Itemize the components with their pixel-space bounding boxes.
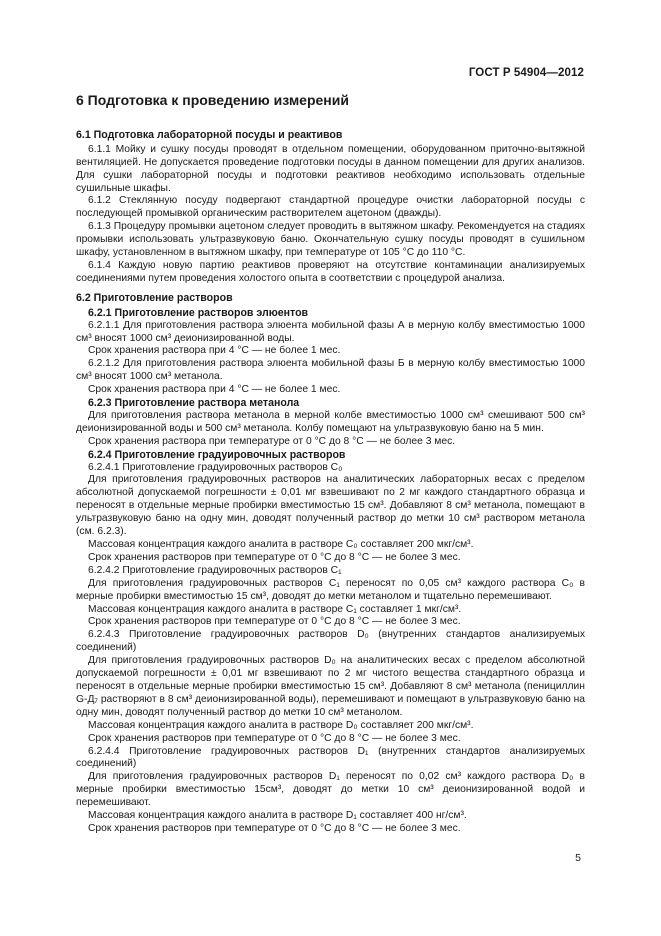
concentration-6-2-4-1: Массовая концентрация каждого аналита в растворе C₀ составляет 200 мкг/см³. [88,539,474,550]
paragraph-6-2-4-3-title: 6.2.4.3 Приготовление градуировочных растворов D₀ (внутренних стандартов анализируемых соединений) [76,629,585,654]
paragraph-6-2-1-1: 6.2.1.1 Для приготовления раствора элюента мобильной фазы А в мерную колбу вместимостью 1000 см³ вносят 1000 см³ деионизированной воды. [76,319,585,344]
paragraph-6-1-1: 6.1.1 Мойку и сушку посуды проводят в отдельном помещении, оборудованном приточно-вытяжной вентиляцией. Не допускается проведение подготовки посуды в данном помещении для других анализов. Для сушки лабораторной посуды и подготовки реактивов необходимо использовать отдельные сушильные шкафы. [76,143,585,194]
paragraph-6-2-1-2: 6.2.1.2 Для приготовления раствора элюента мобильной фазы Б в мерную колбу вместимостью 1000 см³ вносят 1000 см³ метанола. [76,358,585,383]
paragraph-6-2-4-1-title: 6.2.4.1 Приготовление градуировочных растворов C₀ [88,461,343,473]
paragraph-6-1-4: 6.1.4 Каждую новую партию реактивов проверяют на отсутствие контаминации анализируемых соединениями путем проведения холостого опыта в соответствии с процедурой анализа. [76,259,585,284]
paragraph-6-2-4-4-title: 6.2.4.4 Приготовление градуировочных растворов D₁ (внутренних стандартов анализируемых соединений) [76,745,585,770]
paragraph-6-2-4-1: Для приготовления градуировочных растворов на аналитических лабораторных весах с пределом абсолютной допускаемой погрешности ± 0,01 мг взвешивают по 2 мг каждого стандартного образца и переносят в отдельные мерные пробирки вместимостью 15 см³. Добавляют 8 см³ метанола, помещают в ультразвуковую баню на одну мин, доводят полученный раствор до метки 10 см³ раствором метанола (см. 6.2.3). [76,474,585,538]
paragraph-6-2-4-4: Для приготовления градуировочных растворов D₁ переносят по 0,02 см³ каждого раствора D₀ в мерные пробирки вместимостью 15см³, доводят до метки 10 см³ деионизированной водой и перемешивают. [76,771,585,809]
storage-6-2-4-4: Срок хранения растворов при температуре от 0 °C до 8 °C — не более 3 мес. [88,822,461,834]
page-number: 5 [575,852,581,864]
storage-6-2-1-1: Срок хранения раствора при 4 °C — не более 1 мес. [88,345,341,357]
subsection-6-2-1-title: 6.2.1 Приготовление растворов элюентов [88,306,309,319]
storage-6-2-1-2: Срок хранения раствора при 4 °C — не более 1 мес. [88,384,341,396]
subsection-6-2-title: 6.2 Приготовление растворов [76,291,233,304]
storage-6-2-3: Срок хранения раствора при температуре от 0 °C до 8 °C — не более 3 мес. [88,435,456,447]
paragraph-6-2-4-2: Для приготовления градуировочных растворов C₁ переносят по 0,05 см³ каждого раствора C₀ в мерные пробирки вместимостью 15 см³, доводят до метки метанолом и тщательно перемешивают. [76,577,585,602]
storage-6-2-4-1: Срок хранения растворов при температуре от 0 °C до 8 °C — не более 3 мес. [88,551,461,563]
paragraph-6-2-4-2-title: 6.2.4.2 Приготовление градуировочных растворов C₁ [88,564,342,576]
subsection-6-2-4-title: 6.2.4 Приготовление градуировочных растворов [88,448,346,461]
paragraph-6-1-2: 6.1.2 Стеклянную посуду подвергают стандартной процедуре очистки лабораторной посуды с последующей промывкой органическим растворителем ацетоном (дважды). [76,195,585,220]
subsection-6-2-3-title: 6.2.3 Приготовление раствора метанола [88,397,300,410]
document-header: ГОСТ Р 54904—2012 [468,67,584,79]
concentration-6-2-4-2: Массовая концентрация каждого аналита в растворе C₁ составляет 1 мкг/см³. [88,603,462,615]
paragraph-6-1-3: 6.1.3 Процедуру промывки ацетоном следует проводить в вытяжном шкафу. Рекомендуется на стадиях промывки использовать ультразвуковую баню. Окончательную сушку посуды проводят в сушильном шкафу, установленном в вытяжном шкафу, при температуре от 105 °C до 110 °C. [76,221,585,259]
paragraph-6-2-4-3: Для приготовления градуировочных растворов D₀ на аналитических весах с пределом абсолютной допускаемой погрешности ± 0,01 мг взвешивают по 2 мг чистого вещества стандартного образца и переносят в отдельные мерные пробирки вместимостью 15 см³. Добавляют 8 см³ метанола (пенициллин G-Д₇ растворяют в 8 см³ деионизированной воды), перемешивают и помещают в ультразвуковую баню на одну мин, доводят полученный раствор до метки 10 см³ метанолом. [76,655,585,718]
page-body [76,92,585,836]
storage-6-2-4-2: Срок хранения растворов при температуре от 0 °C до 8 °C — не более 3 мес. [88,616,461,628]
concentration-6-2-4-3: Массовая концентрация каждого аналита в растворе D₀ составляет 200 мкг/см³. [88,719,474,731]
storage-6-2-4-3: Срок хранения растворов при температуре от 0 °C до 8 °C — не более 3 мес. [88,732,461,744]
section-title: 6 Подготовка к проведению измерений [76,92,349,108]
concentration-6-2-4-4: Массовая концентрация каждого аналита в растворе D₁ составляет 400 нг/см³. [88,810,467,822]
paragraph-6-2-3: Для приготовления раствора метанола в мерной колбе вместимостью 1000 см³ смешивают 500 см³ деионизированной воды и 500 см³ метанола. Колбу помещают на ультразвуковую баню на 5 мин. [76,409,585,434]
subsection-6-1-title: 6.1 Подготовка лабораторной посуды и реактивов [76,128,343,141]
